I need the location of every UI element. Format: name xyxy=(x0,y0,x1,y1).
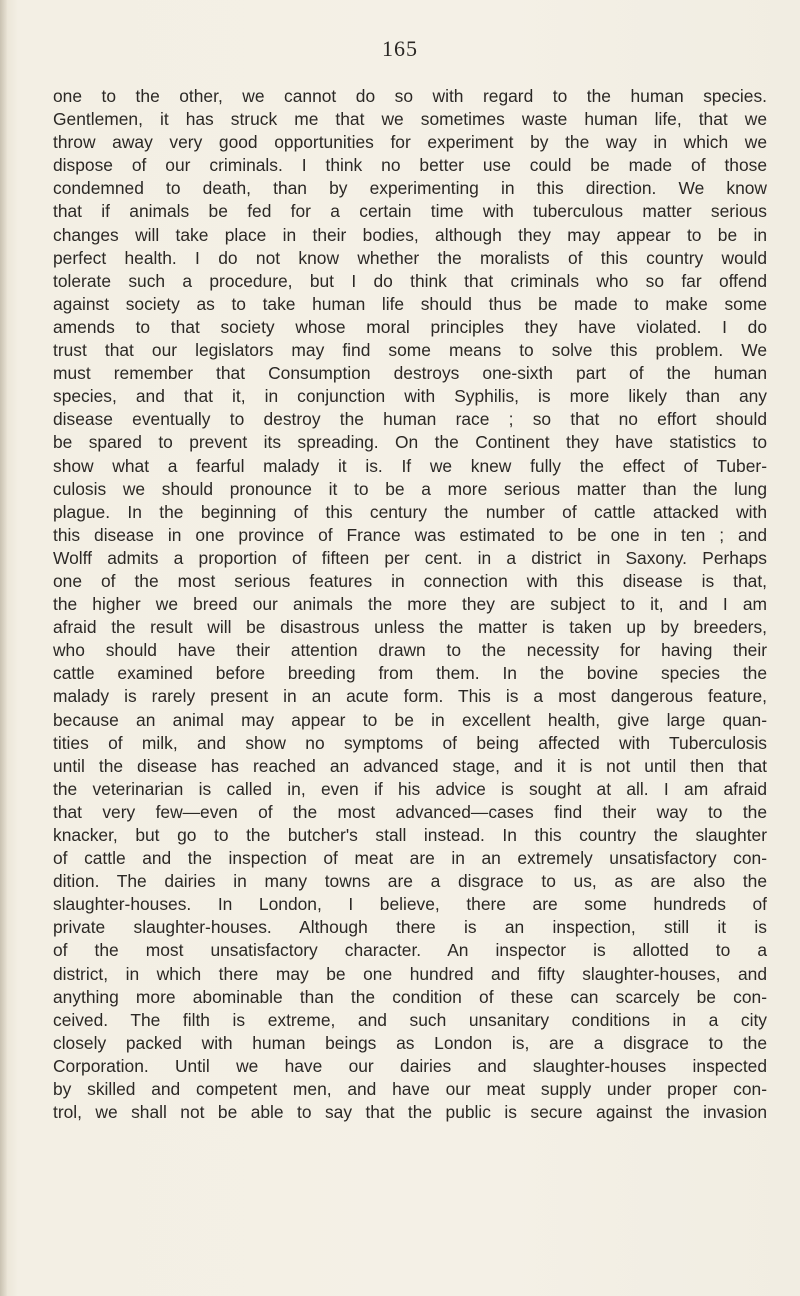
text-line: show what a fearful malady it is. If we knew fully the effect of Tuber- xyxy=(53,455,767,476)
text-line: Wolff admits a proportion of fifteen per cent. in a district in Saxony. Perhaps xyxy=(53,547,767,568)
text-line: who should have their attention drawn to the necessity for having their xyxy=(53,640,767,661)
text-line: knacker, but go to the butcher's stall instead. In this country the slaughter xyxy=(53,825,767,845)
text-line: condemned to death, than by experimenting in this direction. We know xyxy=(53,178,767,199)
text-line: Corporation. Until we have our dairies and slaughter-houses inspected xyxy=(53,1055,767,1076)
text-line: by skilled and competent men, and have our meat supply under proper con- xyxy=(53,1079,767,1100)
page-binding-edge xyxy=(0,0,7,1296)
text-line: closely packed with human beings as London is, are a disgrace to the xyxy=(53,1032,767,1053)
text-line: private slaughter-houses. Although there is an inspection, still it is xyxy=(53,917,767,938)
text-line: the higher we breed our animals the more they are subject to it, and I am xyxy=(53,594,767,615)
text-line: Gentlemen, it has struck me that we sometimes waste human life, that we xyxy=(53,109,767,130)
text-line: dition. The dairies in many towns are a disgrace to us, as are also the xyxy=(53,871,767,892)
text-line: dispose of our criminals. I think no better use could be made of those xyxy=(53,155,767,176)
text-line: afraid the result will be disastrous unless the matter is taken up by breeders, xyxy=(53,617,767,638)
text-line: culosis we should pronounce it to be a more serious matter than the lung xyxy=(53,478,767,499)
text-line: trust that our legislators may find some means to solve this problem. We xyxy=(53,340,767,361)
text-line: perfect health. I do not know whether the moralists of this country would xyxy=(53,247,767,268)
text-line: must remember that Consumption destroys one-sixth part of the human xyxy=(53,363,767,384)
page-number: 165 xyxy=(382,36,418,61)
text-line: ceived. The filth is extreme, and such unsanitary conditions in a city xyxy=(53,1009,767,1030)
text-line: amends to that society whose moral principles they have violated. I do xyxy=(53,316,767,337)
text-line: because an animal may appear to be in excellent health, give large quan- xyxy=(53,709,767,730)
text-line: plague. In the beginning of this century the number of cattle attacked with xyxy=(53,501,767,522)
text-line: be spared to prevent its spreading. On the Continent they have statistics to xyxy=(53,432,767,453)
text-line: against society as to take human life should thus be made to make some xyxy=(53,293,767,314)
text-line: district, in which there may be one hundred and fifty slaughter-houses, and xyxy=(53,963,767,984)
body-text xyxy=(53,85,767,1124)
text-line: of the most unsatisfactory character. An inspector is allotted to a xyxy=(53,940,767,961)
text-line: until the disease has reached an advanced stage, and it is not until then that xyxy=(53,755,767,776)
text-line: one to the other, we cannot do so with regard to the human species. xyxy=(53,86,767,106)
text-line: tities of milk, and show no symptoms of being affected with Tuberculosis xyxy=(53,732,767,753)
text-line: changes will take place in their bodies, although they may appear to be in xyxy=(53,224,767,245)
text-line: trol, we shall not be able to say that the public is secure against the invasion xyxy=(53,1102,767,1123)
text-line: anything more abominable than the condition of these can scarcely be con- xyxy=(53,986,767,1007)
text-line: of cattle and the inspection of meat are in an extremely unsatisfactory con- xyxy=(53,848,767,869)
text-line: the veterinarian is called in, even if his advice is sought at all. I am afraid xyxy=(53,778,767,799)
text-line: that if animals be fed for a certain time with tuberculous matter serious xyxy=(53,201,767,222)
text-line: disease eventually to destroy the human race ; so that no effort should xyxy=(53,409,767,430)
text-line: that very few—even of the most advanced—cases find their way to the xyxy=(53,801,767,822)
text-line: tolerate such a procedure, but I do think that criminals who so far offend xyxy=(53,270,767,291)
text-line: malady is rarely present in an acute form. This is a most dangerous feature, xyxy=(53,686,767,707)
text-line: throw away very good opportunities for experiment by the way in which we xyxy=(53,132,767,153)
text-line: one of the most serious features in connection with this disease is that, xyxy=(53,570,767,591)
text-line: this disease in one province of France was estimated to be one in ten ; and xyxy=(53,524,767,545)
text-line: cattle examined before breeding from them. In the bovine species the xyxy=(53,663,767,684)
text-line: species, and that it, in conjunction with Syphilis, is more likely than any xyxy=(53,386,767,407)
text-line: slaughter-houses. In London, I believe, there are some hundreds of xyxy=(53,894,767,915)
